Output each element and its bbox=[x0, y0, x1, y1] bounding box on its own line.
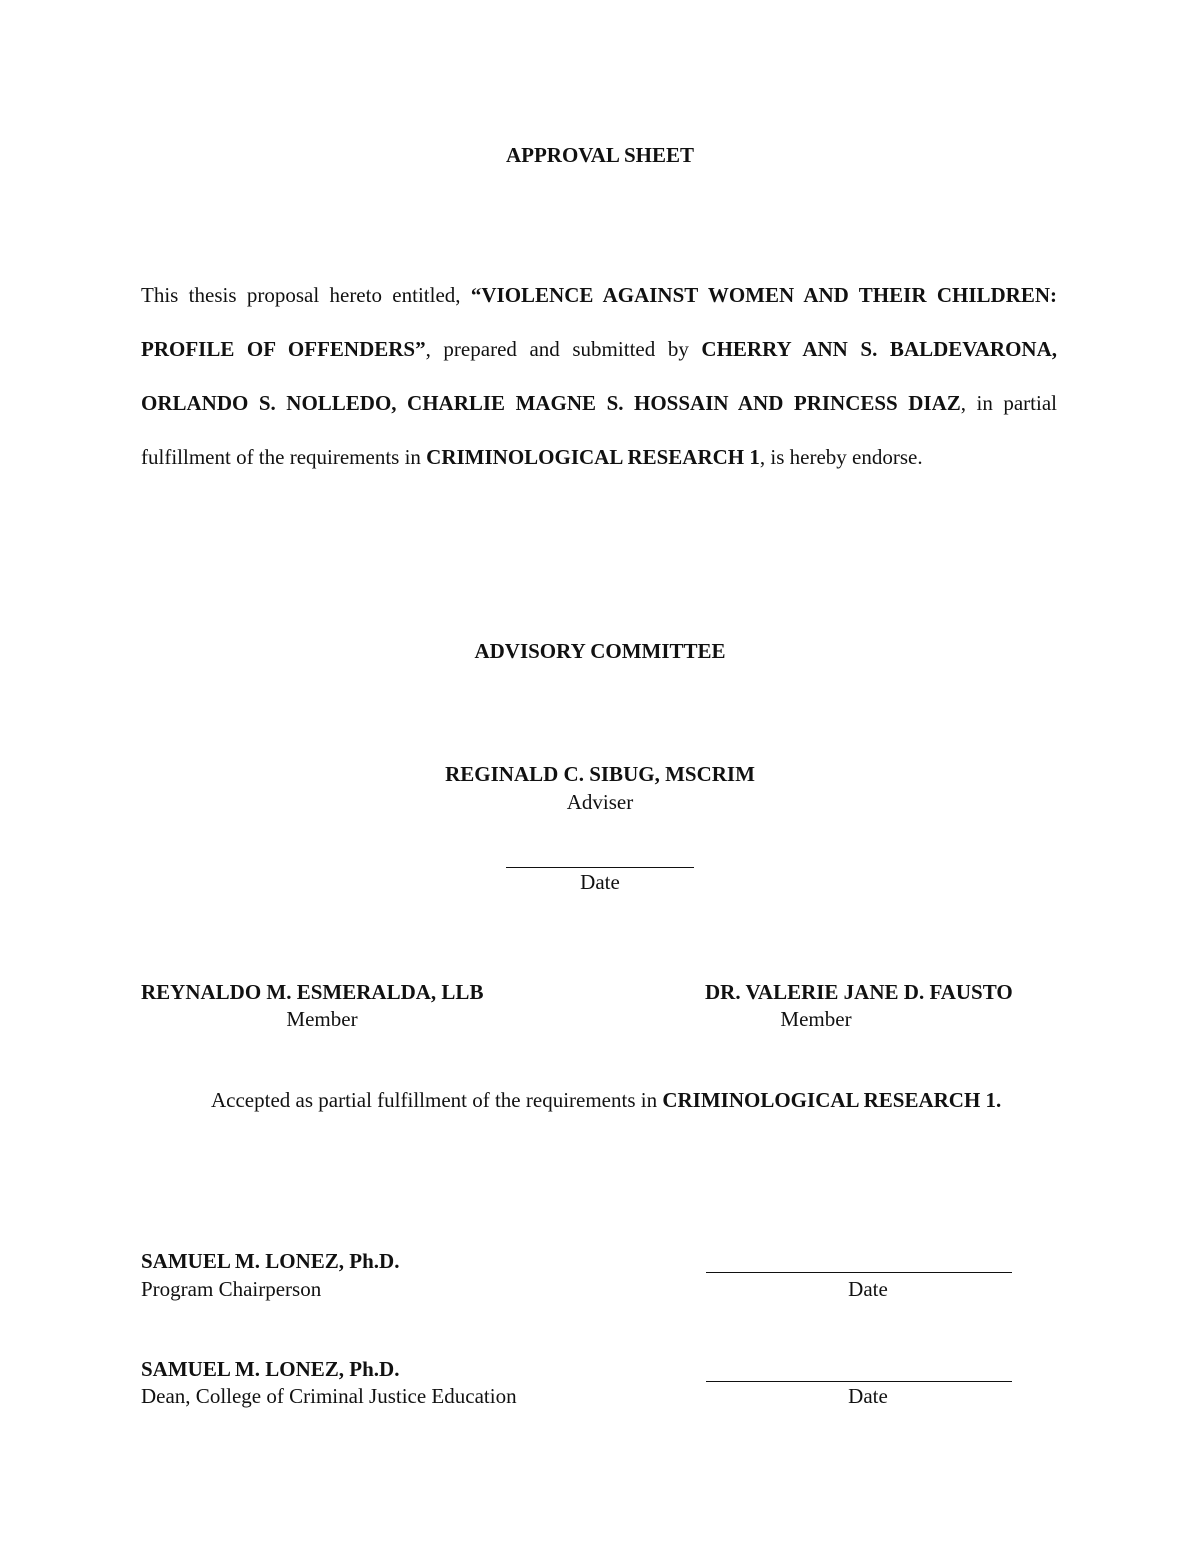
signatory-date-label-1: Date bbox=[848, 1277, 888, 1301]
adviser-date-line bbox=[506, 867, 694, 868]
signatory-date-label-2: Date bbox=[848, 1384, 888, 1408]
acceptance-course: CRIMINOLOGICAL RESEARCH 1. bbox=[662, 1088, 1002, 1112]
paragraph-text: This thesis proposal hereto entitled, bbox=[141, 283, 471, 307]
paragraph-text: , prepared and submitted by bbox=[425, 337, 702, 361]
member-name-2: DR. VALERIE JANE D. FAUSTO bbox=[705, 980, 1013, 1004]
paragraph-text: , in partial fulfillment of the requirements in bbox=[141, 391, 1057, 469]
adviser-role: Adviser bbox=[566, 790, 634, 814]
page-title: APPROVAL SHEET bbox=[505, 143, 695, 167]
signatory-role-2: Dean, College of Criminal Justice Education bbox=[141, 1384, 517, 1408]
signatory-date-line-2 bbox=[706, 1381, 1012, 1382]
paragraph-text: , is hereby endorse. bbox=[759, 445, 923, 469]
thesis-title: “VIOLENCE AGAINST WOMEN AND THEIR CHILDREN: PROFILE OF OFFENDERS” bbox=[141, 283, 1057, 361]
signatory-name-1: SAMUEL M. LONEZ, Ph.D. bbox=[141, 1249, 400, 1273]
acceptance-text: Accepted as partial fulfillment of the requirements in bbox=[211, 1088, 663, 1112]
member-role-1: Member bbox=[286, 1007, 358, 1031]
adviser-name: REGINALD C. SIBUG, MSCRIM bbox=[445, 762, 755, 786]
endorsement-paragraph bbox=[141, 268, 1057, 484]
acceptance-paragraph bbox=[141, 1086, 1057, 1114]
signatory-role-1: Program Chairperson bbox=[141, 1277, 322, 1301]
authors: CHERRY ANN S. BALDEVARONA, ORLANDO S. NOLLEDO, CHARLIE MAGNE S. HOSSAIN AND PRINCESS DIAZ bbox=[141, 337, 1057, 415]
signatory-name-2: SAMUEL M. LONEZ, Ph.D. bbox=[141, 1357, 400, 1381]
course-name: CRIMINOLOGICAL RESEARCH 1 bbox=[426, 445, 760, 469]
adviser-date-label: Date bbox=[580, 870, 620, 894]
member-role-2: Member bbox=[780, 1007, 852, 1031]
member-name-1: REYNALDO M. ESMERALDA, LLB bbox=[141, 980, 484, 1004]
signatory-date-line-1 bbox=[706, 1272, 1012, 1273]
committee-heading: ADVISORY COMMITTEE bbox=[474, 639, 726, 663]
